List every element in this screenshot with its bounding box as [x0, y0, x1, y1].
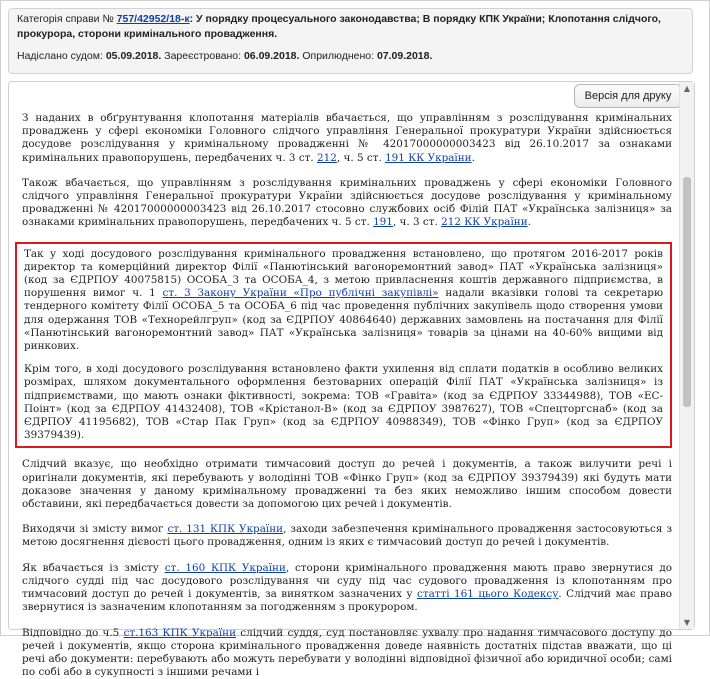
link-article-191[interactable]: 191 — [373, 216, 393, 228]
scroll-up-arrow-icon[interactable]: ▲ — [680, 82, 694, 95]
link-article-212-kk[interactable]: 212 КК України — [441, 216, 528, 228]
link-article-212[interactable]: 212 — [317, 152, 337, 164]
paragraph-5: Слідчий вказує, що необхідно отримати тимчасовий доступ до речей і документів, а також вилучити речі і оригінали документів, які перебувають у володінні ТОВ «Фінко Груп» (код за ЄДРПОУ 39379439) які будуть мати доказове значення у даному кримінальному провадженні та без яких неможливо іншим способом довести обставини, які передбачається довести за допомогою цих речей і документів. — [22, 458, 672, 511]
case-info-header — [8, 8, 693, 74]
case-category-line — [17, 12, 684, 42]
link-article-163-kpk[interactable]: ст.163 КПК України — [124, 627, 236, 639]
published-date: 07.09.2018. — [377, 50, 432, 62]
category-label: Категорія справи № — [17, 13, 114, 25]
case-dates-line — [17, 49, 684, 64]
document-viewer[interactable] — [8, 81, 695, 630]
case-number-link[interactable]: 757/42952/18-к — [117, 13, 190, 25]
vertical-scrollbar[interactable] — [679, 82, 694, 629]
sent-label: Надіслано судом: — [17, 50, 103, 62]
print-version-button[interactable]: Версія для друку — [574, 84, 682, 108]
link-public-procurement-law[interactable]: ст. 3 Закону України «Про публічні закупівлі» — [163, 287, 439, 299]
category-text: : У порядку процесуального законодавства; В порядку КПК України; Клопотання слідчого, прокурора, сторони кримінального провадження. — [17, 13, 661, 40]
link-article-160-kpk[interactable]: ст. 160 КПК України — [165, 562, 286, 574]
link-article-161[interactable]: статті 161 цього Кодексу — [417, 588, 558, 600]
registered-label: Зареєстровано: — [164, 50, 241, 62]
sent-date: 05.09.2018. — [106, 50, 161, 62]
paragraph-6: Виходячи зі змісту вимог ст. 131 КПК України, заходи забезпечення кримінального провадження застосовуються з метою досягнення дієвості цього провадження, одним із яких є тимчасовий доступ до речей і документів. — [22, 523, 672, 549]
paragraph-8: Відповідно до ч.5 ст.163 КПК України слідчий суддя, суд постановляє ухвалу про надання тимчасового доступу до речей і документів, якщо сторона кримінального провадження доведе наявність достатніх підстав вважати, що ці речі або документи: перебувають або можуть перебувати у володінні відповідної фізичної або юридичної особи; самі по собі або в сукупності з іншими речами і — [22, 627, 672, 679]
paragraph-7: Як вбачається із змісту ст. 160 КПК України, сторони кримінального провадження мають право звернутися до слідчого судді під час досудового розслідування чи суду під час судового провадження із клопотанням про тимчасовий доступ до речей і документів, за винятком зазначених у статті 161 цього Кодексу. Слідчий має право звернутися із зазначеним клопотанням за погодженням з прокурором. — [22, 562, 672, 615]
registered-date: 06.09.2018. — [244, 50, 299, 62]
paragraph-2: Також вбачається, що управлінням з розслідування кримінальних проваджень у сфері економіки Головного слідчого управління Генеральної прокуратури України здійснюється досудове розслідування у кримінальному провадженні № 42017000000003423 від 26.10.2017 стосовно службових осіб Філій ПАТ «Українська залізниця» за ознаками кримінальних правопорушень, передбачених ч. 5 ст. 191, ч. 3 ст. 212 КК України. — [22, 177, 672, 230]
highlighted-fragment — [15, 242, 672, 449]
paragraph-1: З наданих в обґрунтування клопотання матеріалів вбачається, що управлінням з розслідування кримінальних проваджень у сфері економіки Головного слідчого управління Генеральної прокуратури України здійснюється досудове розслідування у кримінальному провадженні № 42017000000003423 від 26.10.2017 за ознаками кримінальних правопорушень, передбачених ч. 3 ст. 212, ч. 5 ст. 191 КК України. — [22, 112, 672, 165]
published-label: Оприлюднено: — [302, 50, 374, 62]
link-article-131-kpk[interactable]: ст. 131 КПК України — [167, 523, 283, 535]
document-text — [22, 112, 672, 626]
scroll-down-arrow-icon[interactable]: ▼ — [680, 616, 694, 629]
link-article-191-kk[interactable]: 191 КК України — [385, 152, 472, 164]
paragraph-3: Так у ході досудового розслідування кримінального провадження встановлено, що протягом 2016-2017 років директор та комерційний директор Філії «Панютінський вагоноремонтний завод» ПАТ «Українська залізниця» (код за ЄДРПОУ 40075815) ОСОБА_3 та ОСОБА_4, з метою привласнення коштів державного підприємства, в порушення вимог ч. 1 ст. 3 Закону України «Про публічні закупівлі» надали вказівки голові та секретарю тендерного комітету Філії ОСОБА_5 та ОСОБА_6 під час проведення публічних закупівель щодо створення умови для одержання ТОВ «Технорейлгруп» (код за ЄДРПОУ 40864640) державних замовлень на постачання для Філії «Панютінський вагоноремонтний завод» ПАТ «Українська залізниця» товарів за цінами на 40-60% вищими від ринкових. — [24, 248, 663, 354]
scrollbar-thumb[interactable] — [683, 177, 691, 407]
paragraph-4: Крім того, в ході досудового розслідування встановлено факти ухилення від сплати податків в особливо великих розмірах, шляхом документального оформлення безтоварних операцій Філії ПАТ «Українська залізниця» із підприємствами, що мають ознаки фіктивності, зокрема: ТОВ «Гравіта» (код за ЄДРПОУ 33344988), ТОВ «ЕС-Поінт» (код за ЄДРПОУ 41432408), ТОВ «Крістанол-В» (код за ЄДРПОУ 3987627), ТОВ «Спецторгснаб» (код за ЄДРПОУ 41195682), ТОВ «Стар Пак Груп» (код за ЄДРПОУ 40988349), ТОВ «Фінко Груп» (код за ЄДРПОУ 39379439). — [24, 363, 663, 442]
